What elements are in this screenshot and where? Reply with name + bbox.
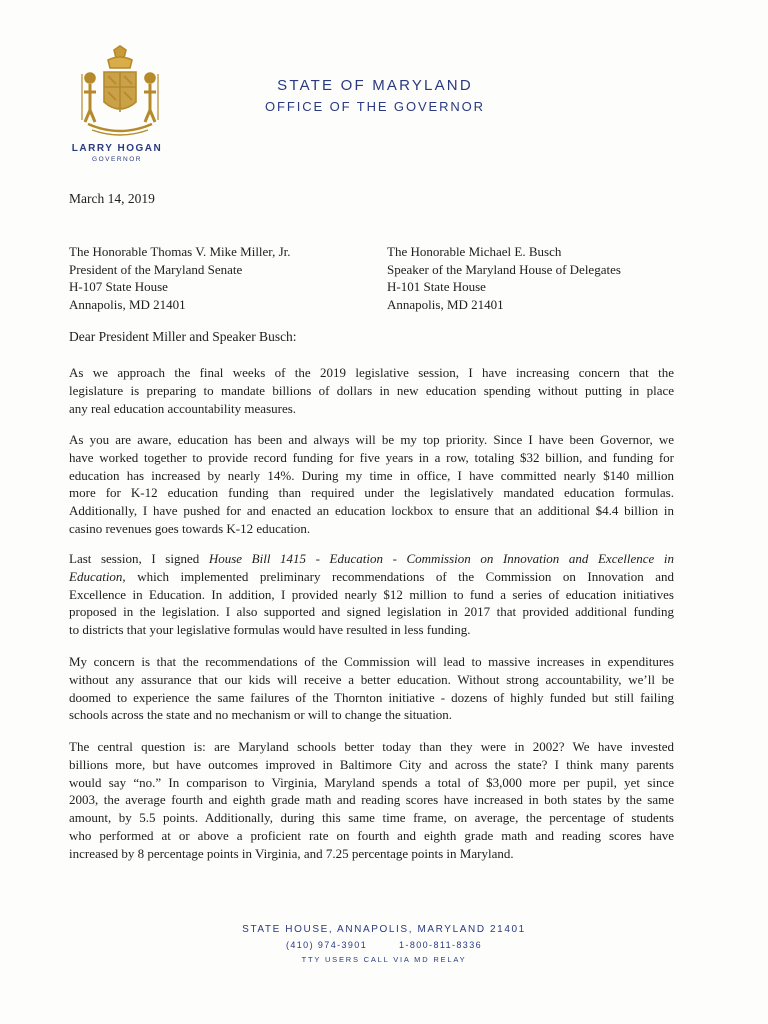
maryland-seal-icon (74, 44, 166, 140)
text-line: As we approach the final weeks of the 2019 legislative session, I have increasing concern that the (69, 365, 674, 380)
footer-phone: (410) 974-3901 (285, 940, 368, 950)
footer-address: STATE HOUSE, ANNAPOLIS, MARYLAND 21401 (242, 924, 526, 935)
state-title: STATE OF MARYLAND (277, 77, 473, 94)
text-segment: which implemented preliminary recommendations of the Commission on Innovation and (125, 568, 674, 584)
text-line: Additionally, I have pushed for and enacted an education lockbox to ensure that an additional $4.4 billion in (69, 503, 674, 519)
address-line: H-101 State House (387, 279, 486, 294)
bill-title-end: Education, (69, 568, 126, 584)
bill-title: House Bill 1415 - Education - Commission on Innovation and Excellence in (208, 551, 674, 566)
text-line: increased by 8 percentage points in Virginia, and 7.25 percentage points in Maryland. (69, 845, 514, 861)
salutation: Dear President Miller and Speaker Busch: (69, 329, 297, 344)
paragraph-1 (69, 364, 674, 417)
recipient-address-left (69, 243, 291, 313)
paragraph-3 (69, 550, 674, 639)
text-segment: Last session, I signed (69, 551, 209, 566)
footer-tollfree: 1-800-811-8336 (399, 940, 483, 950)
text-line: Excellence in Education. In addition, I provided nearly $12 million to fund a series of education initiatives (69, 586, 674, 602)
text-line: education has increased by nearly 14%. During my time in office, I have committed nearly $140 million (69, 467, 674, 483)
text-line: schools across the state and no mechanism or will to change the situation. (69, 707, 453, 723)
text-line: 2003, the average fourth and eighth grade math and reading scores have increased in both states by the same (69, 792, 674, 808)
text-line: amount, by 5.5 points. Additionally, during this same time frame, on average, the percentage of students (69, 810, 674, 826)
text-line: legislature is preparing to mandate billions of dollars in new education spending without putting in place (69, 382, 674, 398)
paragraph-4 (69, 653, 674, 724)
text-line: casino revenues goes towards K-12 education. (69, 520, 311, 536)
text-line: would say “no.” In comparison to Virginia, Maryland spends a total of $3,000 more per pupil, yet since (69, 774, 674, 790)
paragraph-5 (69, 738, 674, 863)
text-line: The central question is: are Maryland schools better today than they were in 2002? We have invested (69, 739, 674, 754)
paragraph-2 (69, 431, 674, 538)
text-line: proposed in the legislation. I also supported and signed legislation in 2017 that provided additional funding (69, 604, 674, 620)
text-line: My concern is that the recommendations of the Commission will lead to massive increases in expenditures (69, 654, 674, 669)
footer-phones (200, 940, 568, 950)
text-line: have worked together to provide record funding for five years in a row, totaling $32 billion, and funding for (69, 449, 674, 465)
address-line: Annapolis, MD 21401 (69, 296, 186, 312)
text-line: billions more, but have outcomes improved in Baltimore City and across the state? I think many parents (69, 756, 674, 772)
recipient-address-right (387, 243, 621, 313)
address-line: Speaker of the Maryland House of Delegates (387, 261, 621, 277)
address-line: Annapolis, MD 21401 (387, 296, 504, 312)
text-line: without any assurance that our kids will receive a better education. Without strong accountability, we’ll be (69, 671, 674, 687)
text-line: doomed to experience the same failures of the Thornton initiative - dozens of highly funded but still failing (69, 689, 674, 705)
address-line: President of the Maryland Senate (69, 261, 243, 277)
text-line: to districts that your legislative formulas would have resulted in less funding. (69, 622, 471, 638)
footer-tty: TTY USERS CALL VIA MD RELAY (301, 955, 467, 964)
governor-name: LARRY HOGAN (71, 143, 163, 154)
address-line: H-107 State House (69, 279, 168, 294)
text-line: who performed at or above a proficient rate on fourth and eighth grade math and reading scores have (69, 827, 674, 843)
office-title: OFFICE OF THE GOVERNOR (265, 99, 485, 114)
address-line: The Honorable Thomas V. Mike Miller, Jr. (69, 244, 291, 259)
letter-date: March 14, 2019 (69, 191, 155, 206)
governor-title: GOVERNOR (92, 156, 142, 163)
text-line: more for K-12 education funding than required under the legislatively mandated education formulas. (69, 485, 674, 501)
text-line: As you are aware, education has been and always will be my top priority. Since I have been Governor, we (69, 432, 674, 447)
address-line: The Honorable Michael E. Busch (387, 244, 562, 259)
text-line (69, 568, 674, 586)
text-line (69, 550, 674, 568)
text-line: any real education accountability measures. (69, 400, 297, 416)
